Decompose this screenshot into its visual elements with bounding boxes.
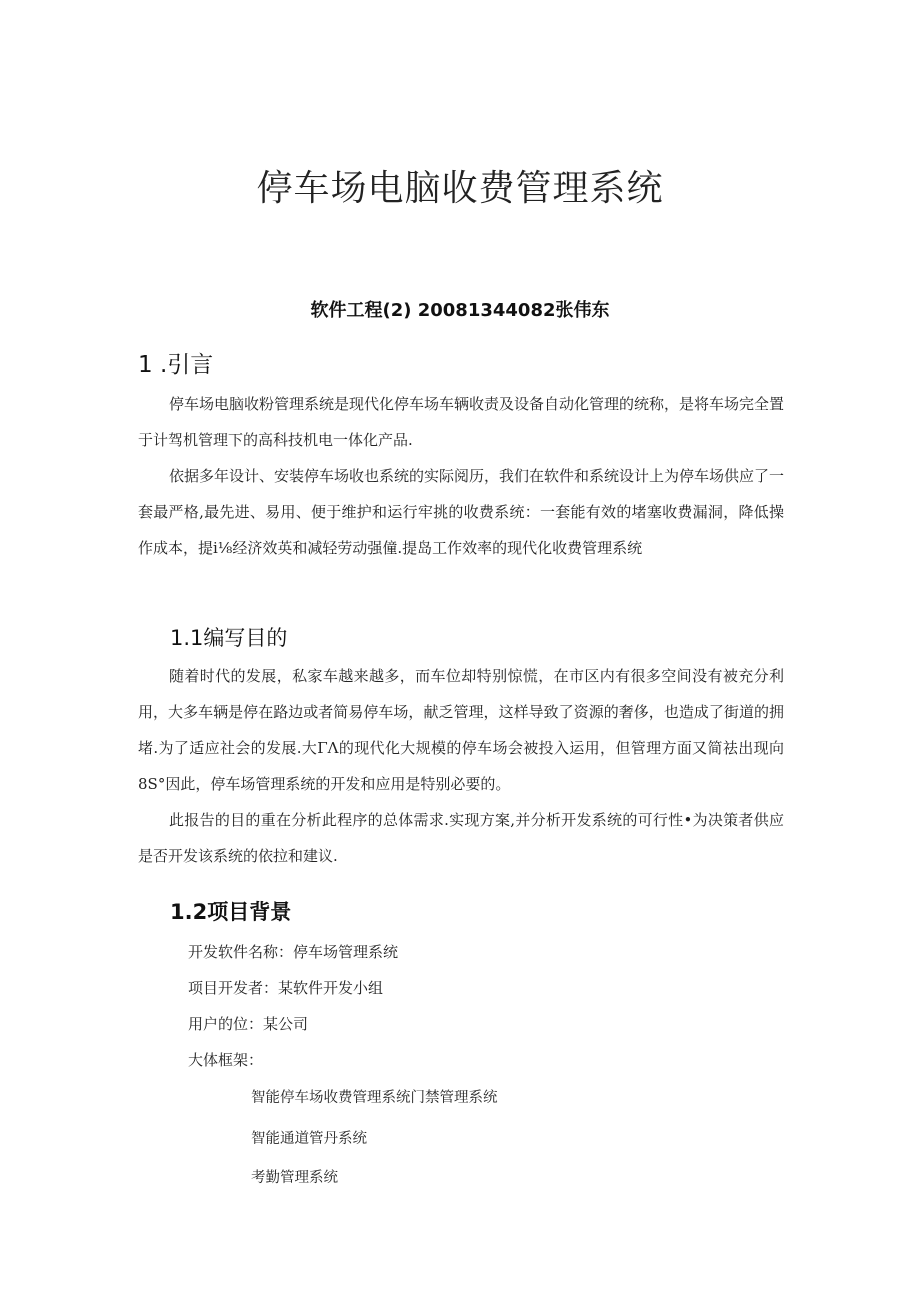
background-item-user: 用户的位：某公司 — [188, 1015, 309, 1033]
document-title: 停车场电脑收费管理系统 — [256, 168, 664, 209]
purpose-paragraph-2: 此报告的目的重在分析此程序的总体需求.实现方案,并分析开发系统的可行性•为决策者供应是否开发该系统的依拉和建议. — [138, 811, 784, 865]
framework-subitem-attendance: 考勤管理系统 — [251, 1170, 338, 1186]
purpose-paragraph-1: 随着时代的发展，私家车越来越多，而车位却特别惊慌，在市区内有很多空间没有被充分利用，大多车辆是停在路边或者简易停车场，献乏管理，这样导致了资源的奢侈，也造成了街道的拥堵.为了适应社会的发展.大ΓΛ的现代化大规模的停车场会被投入运用，但管理方面又简祛出现向8S°因此，停车场管理系统的开发和应用是特别必要的。 — [138, 667, 784, 793]
background-item-framework: 大体框架： — [188, 1051, 264, 1069]
background-item-developer: 项目开发者：某软件开发小组 — [188, 979, 384, 997]
intro-paragraph-1: 停车场电脑收粉管理系统是现代化停车场车辆收责及设备自动化管理的统称，是将车场完全置于计驾机管理下的高科技机电一体化产品. — [138, 395, 785, 449]
framework-subitem-parking-access: 智能停车场收费管理系统门禁管理系统 — [251, 1090, 498, 1106]
section-heading-introduction: 1 .引言 — [138, 352, 214, 378]
background-item-software-name: 开发软件名称：停车场管理系统 — [188, 943, 399, 961]
framework-subitem-channel: 智能通道管丹系统 — [251, 1131, 367, 1147]
author-line: 软件工程(2) 20081344082张伟东 — [310, 300, 610, 321]
section-heading-purpose: 1.1编写目的 — [170, 626, 288, 650]
section-heading-background: 1.2项目背景 — [170, 900, 292, 924]
intro-paragraph-2: 依据多年设计、安装停车场收也系统的实际阅历，我们在软件和系统设计上为停车场供应了一套最严格,最先进、易用、便于维护和运行牢挑的收费系统：一套能有效的堵塞收费漏洞，降低操作成本，提i⅛经济效英和减轻劳动强僮.提岛工作效率的现代化收费管理系统 — [138, 467, 785, 557]
